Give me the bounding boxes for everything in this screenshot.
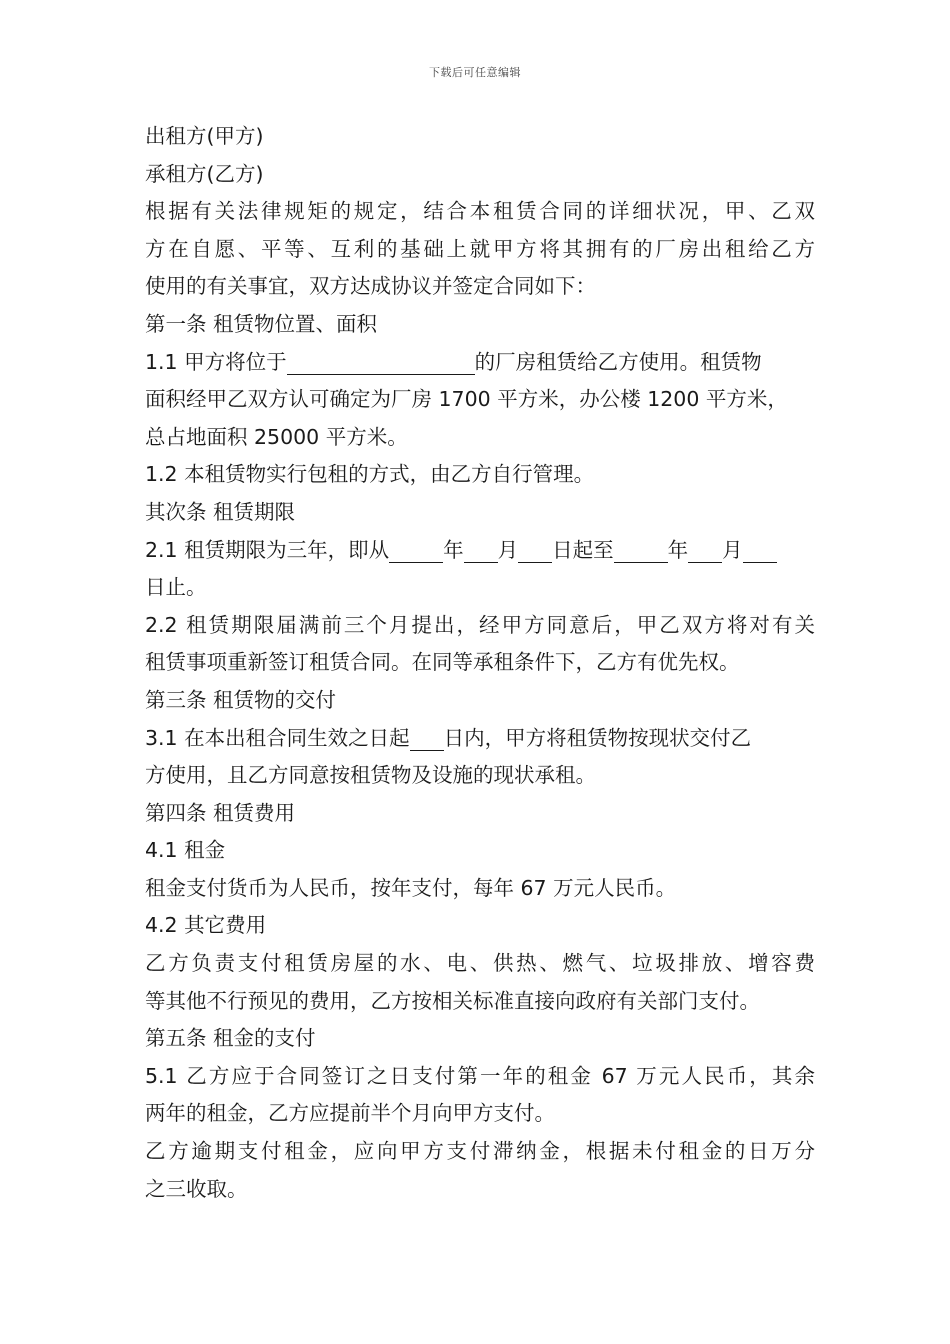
clause-3-1-line-1 [145,720,815,758]
clause-1-1-line-2: 面积经甲乙双方认可确定为厂房 1700 平方米，办公楼 1200 平方米， [145,387,788,412]
clause-2-1-text-5: 年 [667,537,689,562]
contract-body [145,118,815,1208]
clause-1-1-line-3: 总占地面积 25000 平方米。 [145,424,408,449]
clause-1-1-text-a: 1.1 甲方将位于 [145,349,287,374]
article-3-title: 第三条 租赁物的交付 [145,687,337,712]
clause-5-2-line-2: 之三收取。 [145,1176,248,1201]
clause-2-1-text-3: 月 [497,537,519,562]
article-2-title: 其次条 租赁期限 [145,499,296,524]
intro-line-1: 根据有关法律规矩的规定，结合本租赁合同的详细状况，甲、乙双 [145,199,815,224]
clause-1-1-line-1 [145,344,815,382]
clause-4-2-heading: 4.2 其它费用 [145,913,267,938]
clause-2-2-line-2: 租赁事项重新签订租赁合同。在同等承租条件下，乙方有优先权。 [145,650,740,675]
clause-2-1-line-1 [145,532,815,570]
clause-3-1-line-2: 方使用，且乙方同意按租赁物及设施的现状承租。 [145,763,596,788]
clause-5-1-line-2: 两年的租金，乙方应提前半个月向甲方支付。 [145,1101,555,1126]
start-day-blank [518,540,552,563]
end-year-blank [614,540,668,563]
clause-2-1-text-6: 月 [722,537,743,562]
intro-line-2: 方在自愿、平等、互利的基础上就甲方将其拥有的厂房出租给乙方 [145,236,815,261]
clause-1-2: 1.2 本租赁物实行包租的方式，由乙方自行管理。 [145,462,595,487]
clause-3-1-text-a: 3.1 在本出租合同生效之日起 [145,725,410,750]
clause-2-1-text-1: 2.1 租赁期限为三年，即从 [145,537,390,562]
page-header-note: 下载后可任意编辑 [429,66,521,79]
lessee-line: 承租方(乙方) [145,161,264,186]
lessor-line: 出租方(甲方) [145,124,264,148]
end-month-blank [688,540,722,563]
clause-5-2-line-1: 乙方逾期支付租金，应向甲方支付滞纳金，根据未付租金的日万分 [145,1139,815,1164]
clause-4-1-text: 租金支付货币为人民币，按年支付，每年 67 万元人民币。 [145,875,677,900]
article-1-title: 第一条 租赁物位置、面积 [145,311,378,336]
end-day-blank [743,540,777,563]
clause-4-1-heading: 4.1 租金 [145,838,226,863]
clause-4-2-line-1: 乙方负责支付租赁房屋的水、电、供热、燃气、垃圾排放、增容费 [145,951,815,976]
clause-5-1-line-1: 5.1 乙方应于合同签订之日支付第一年的租金 67 万元人民币，其余 [145,1063,815,1088]
start-year-blank [389,540,443,563]
clause-3-1-text-b: 日内，甲方将租赁物按现状交付乙 [443,725,752,750]
delivery-days-blank [410,728,444,751]
intro-line-3: 使用的有关事宜，双方达成协议并签定合同如下： [145,274,596,299]
clause-2-1-text-4: 日起至 [552,537,614,562]
clause-4-2-line-2: 等其他不行预见的费用，乙方按相关标准直接向政府有关部门支付。 [145,988,760,1013]
start-month-blank [464,540,498,563]
clause-2-1-line-2: 日止。 [145,575,207,600]
article-4-title: 第四条 租赁费用 [145,800,296,825]
location-blank [287,352,475,375]
article-5-title: 第五条 租金的支付 [145,1026,316,1051]
clause-2-2-line-1: 2.2 租赁期限届满前三个月提出，经甲方同意后，甲乙双方将对有关 [145,612,815,637]
clause-2-1-text-2: 年 [443,537,464,562]
clause-1-1-text-b: 的厂房租赁给乙方使用。租赁物 [474,349,762,374]
